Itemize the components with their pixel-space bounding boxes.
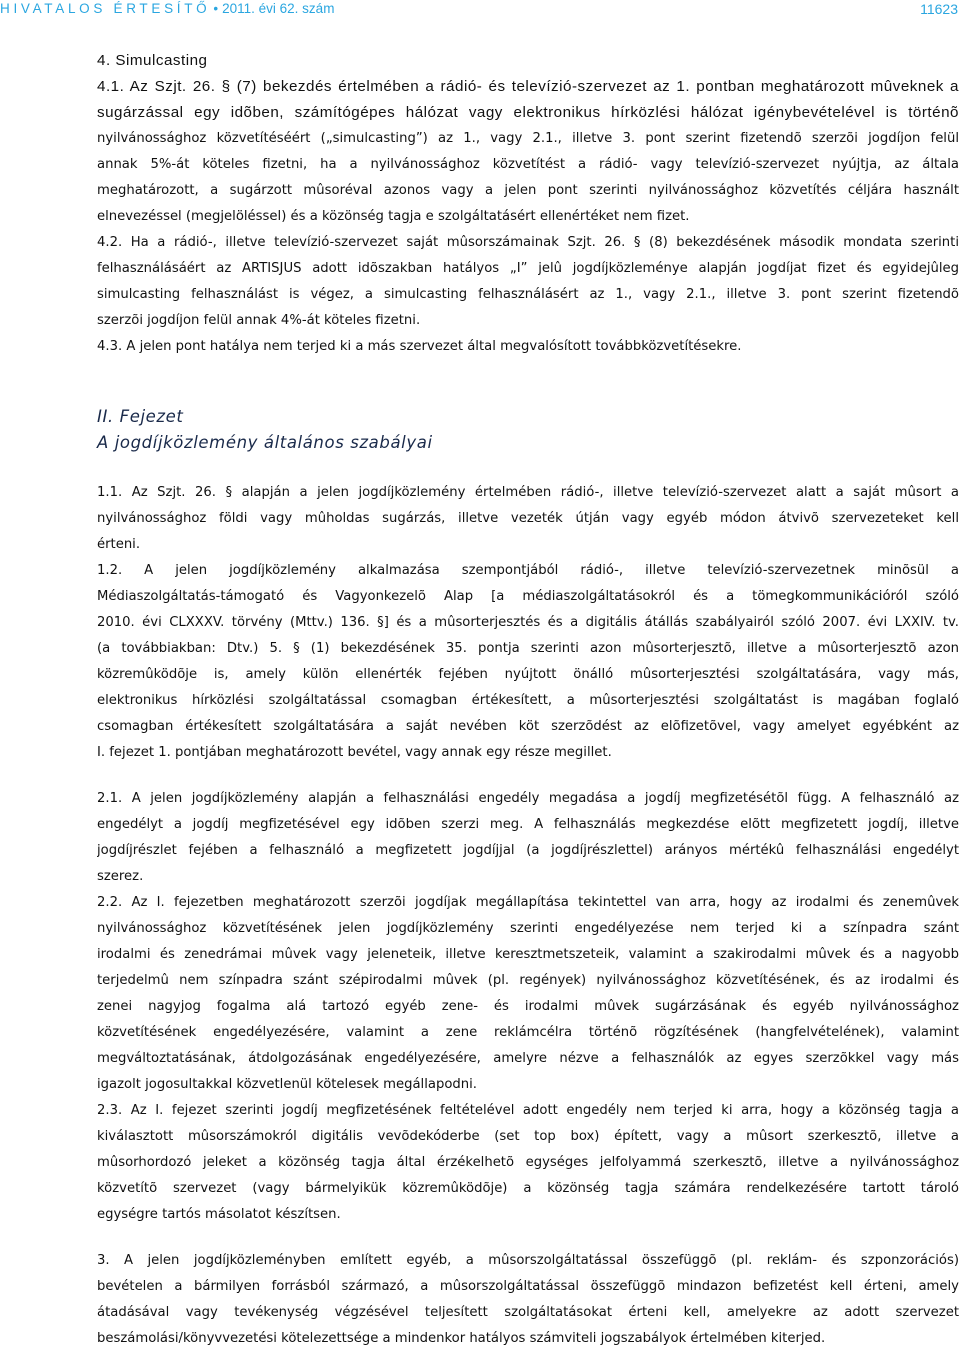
paragraph-line: közremûködõje is, amely külön ellenérték fejében nyújtott önálló mûsorterjesztési szolgáltatására, vagy más, bbox=[97, 667, 959, 682]
paragraph-line: egységre tartós másolatot készítsen. bbox=[97, 1207, 341, 1222]
paragraph-line: 3. A jelen jogdíjközleményben említett egyéb, a mûsorszolgáltatással összefüggõ (pl. reklám- és szponzorációs) bbox=[97, 1253, 959, 1268]
paragraph-line: 1.2. A jelen jogdíjközlemény alkalmazása szempontjából rádió-, illetve televízió-szervezetnek minõsül a bbox=[97, 563, 959, 578]
paragraph-line: igazolt jogosultakkal közvetlenül kötelesek megállapodni. bbox=[97, 1077, 477, 1092]
paragraph-line: kiválasztott mûsorszámokról digitális vevõdekóderbe (set top box) épített, vagy a mûsort szerkesztõ, illetve a bbox=[97, 1129, 959, 1144]
paragraph-line: 4.2. Ha a rádió-, illetve televízió-szervezet saját mûsorszámainak Szjt. 26. § (8) bekezdésének második mondata szerinti bbox=[97, 235, 959, 250]
paragraph-line: terjedelmû nem színpadra szánt szépirodalmi mûvek (pl. regények) nyilvánossághoz közvetítésének, és az irodalmi és bbox=[97, 973, 959, 988]
paragraph-line: Médiaszolgáltatás-támogató és Vagyonkezelõ Alap [a médiaszolgáltatásokról és a tömegkommunikációról szóló bbox=[97, 589, 959, 604]
paragraph-line: mûsorhordozó jeleket a közönség tagja által érzékelhetõ egységes jelfolyammá szerkesztõ, illetve a nyilvánossághoz bbox=[97, 1155, 959, 1170]
paragraph-line: szerez. bbox=[97, 869, 144, 884]
paragraph-line: csomagban értékesített szolgáltatására a saját nevében köt szerzõdést az elõfizetõvel, vagy amelyet egyébként az bbox=[97, 719, 959, 734]
paragraph-line: 2.2. Az I. fejezetben meghatározott szerzõi jogdíjak megállapítása tekintettel van arra, hogy az irodalmi és zenemûvek bbox=[97, 895, 959, 910]
paragraph-line: közvetítõ szervezet (vagy bármelyikük közremûködõje) a közönség tagja számára rendelkezésére tartott tároló bbox=[97, 1181, 959, 1196]
journal-title-line bbox=[0, 1, 334, 16]
paragraph-line: sugárzással egy idõben, számítógépes hálózat vagy elektronikus hírközlési hálózat igénybevételével is történõ bbox=[97, 104, 959, 121]
paragraph-line: elnevezéssel (megjelöléssel) és a közönség tagja e szolgáltatásért ellenértéket nem fizet. bbox=[97, 209, 690, 224]
paragraph-line: 1.1. Az Szjt. 26. § alapján a jelen jogdíjközlemény értelmében rádió-, illetve televízió-szervezet alatt a saját mûsort a bbox=[97, 485, 959, 500]
paragraph-line: annak 5%-át köteles fizetni, ha a nyilvánossághoz közvetítést a rádió- vagy televízió-szervezet nyújtja, az általa bbox=[97, 157, 959, 172]
document-body bbox=[97, 48, 959, 1352]
paragraph-line: 2.3. Az I. fejezet szerinti jogdíj megfizetésének feltételével adott engedély nem terjed ki arra, hogy a közönség tagja a bbox=[97, 1103, 959, 1118]
paragraph-line: nyilvánossághoz földi vagy mûholdas sugárzás, illetve vezeték útján vagy egyéb módon átvivõ szervezeteket kell bbox=[97, 511, 959, 526]
paragraph-line: 4.1. Az Szjt. 26. § (7) bekezdés értelmében a rádió- és televízió-szervezet az 1. pontban meghatározott mûveknek a bbox=[97, 78, 959, 95]
page-number: 11623 bbox=[920, 1, 958, 17]
paragraph-line: meghatározott, a sugárzott mûsoréval azonos vagy a jelen pont szerinti nyilvánossághoz közvetítés céljára használt bbox=[97, 183, 959, 198]
running-header bbox=[0, 0, 960, 18]
paragraph-line: szerzõi jogdíjon felül annak 4%-át köteles fizetni. bbox=[97, 313, 421, 328]
paragraph-line: engedélyt a jogdíj megfizetésével egy idõben szerzi meg. A felhasználás megkezdése elõtt megfizetett jogdíj, illetve bbox=[97, 817, 959, 832]
paragraph-line: simulcasting felhasználást is végez, a simulcasting felhasználásért az 1., vagy 2.1., illetve 3. pont szerint fizetendõ bbox=[97, 287, 959, 302]
paragraph-line: elektronikus hírközlési szolgáltatással csomagban értékesített, a mûsorterjesztési szolgáltatást is magában foglaló bbox=[97, 693, 959, 708]
paragraph-line: érteni. bbox=[97, 537, 141, 552]
paragraph-line: 2.1. A jelen jogdíjközlemény alapján a felhasználási engedély megadása a jogdíj megfizetésétõl függ. A felhasználó az bbox=[97, 791, 959, 806]
paragraph-line: zenei nagyjog fogalma alá tartozó egyéb zene- és irodalmi mûvek sugárzásának és egyéb nyilvánossághoz bbox=[97, 999, 959, 1014]
header-separator: • bbox=[213, 1, 219, 16]
paragraph-line: nyilvánossághoz közvetítéséért („simulcasting”) az 1., vagy 2.1., illetve 3. pont szerint fizetendõ szerzõi jogdíjon felül bbox=[97, 131, 959, 146]
paragraph-line: (a továbbiakban: Dtv.) 5. § (1) bekezdésének 35. pontja szerinti azon mûsorterjesztõ, illetve a mûsorterjesztõ azon bbox=[97, 641, 959, 656]
journal-title: HIVATALOS ÉRTESÍTŐ bbox=[0, 1, 211, 16]
paragraph-line: nyilvánossághoz közvetítésének jelen jogdíjközlemény szerinti engedélyezése nem terjed ki a színpadra szánt bbox=[97, 921, 959, 936]
chapter-number: II. Fejezet bbox=[97, 407, 184, 426]
paragraph-line: megváltoztatásának, átdolgozásának engedélyezésére, amelyre nézve a felhasználók az egyes szerzõkkel vagy más bbox=[97, 1051, 959, 1066]
paragraph-line: bevételen a bármilyen forrásból származó, a mûsorszolgáltatással összefüggõ mindazon befizetést kell érteni, amely bbox=[97, 1279, 959, 1294]
paragraph-line: jogdíjrészlet fejében a felhasználó a megfizetett jogdíjjal (a jogdíjrészlettel) arányos mértékû felhasználási engedélyt bbox=[97, 843, 959, 858]
section-title: 4. Simulcasting bbox=[97, 52, 208, 69]
paragraph-line: 4.3. A jelen pont hatálya nem terjed ki a más szervezet által megvalósított továbbközvetítésekre. bbox=[97, 339, 742, 354]
paragraph-line: közvetítésének engedélyezésére, valamint a zene reklámcélra történõ rögzítésének (hangfelvételének), valamint bbox=[97, 1025, 959, 1040]
paragraph-line: átadásával vagy tevékenység végzésével teljesített szolgáltatásokat érteni kell, amelyekre az adott szervezet bbox=[97, 1305, 959, 1320]
issue-label: 2011. évi 62. szám bbox=[222, 1, 335, 16]
paragraph-line: felhasználásáért az ARTISJUS adott idõszakban hatályos „I” jelû jogdíjközleménye alapján jogdíjat fizet és egyidejûleg bbox=[97, 261, 959, 276]
chapter-title: A jogdíjközlemény általános szabályai bbox=[97, 433, 433, 452]
paragraph-line: 2010. évi CLXXXV. törvény (Mttv.) 136. §] és a mûsorterjesztés és a digitális átállás szabályairól szóló 2007. évi LXXIV. tv. bbox=[97, 615, 959, 630]
paragraph-line: irodalmi és zenedrámai mûvek vagy jeleneteik, illetve keresztmetszeteik, valamint a szakirodalmi mûvek és a nagyobb bbox=[97, 947, 959, 962]
paragraph-line: I. fejezet 1. pontjában meghatározott bevétel, vagy annak egy része megillet. bbox=[97, 745, 612, 760]
paragraph-line: beszámolási/könyvvezetési kötelezettsége a mindenkor hatályos számviteli jogszabályok értelmében kiterjed. bbox=[97, 1331, 826, 1346]
